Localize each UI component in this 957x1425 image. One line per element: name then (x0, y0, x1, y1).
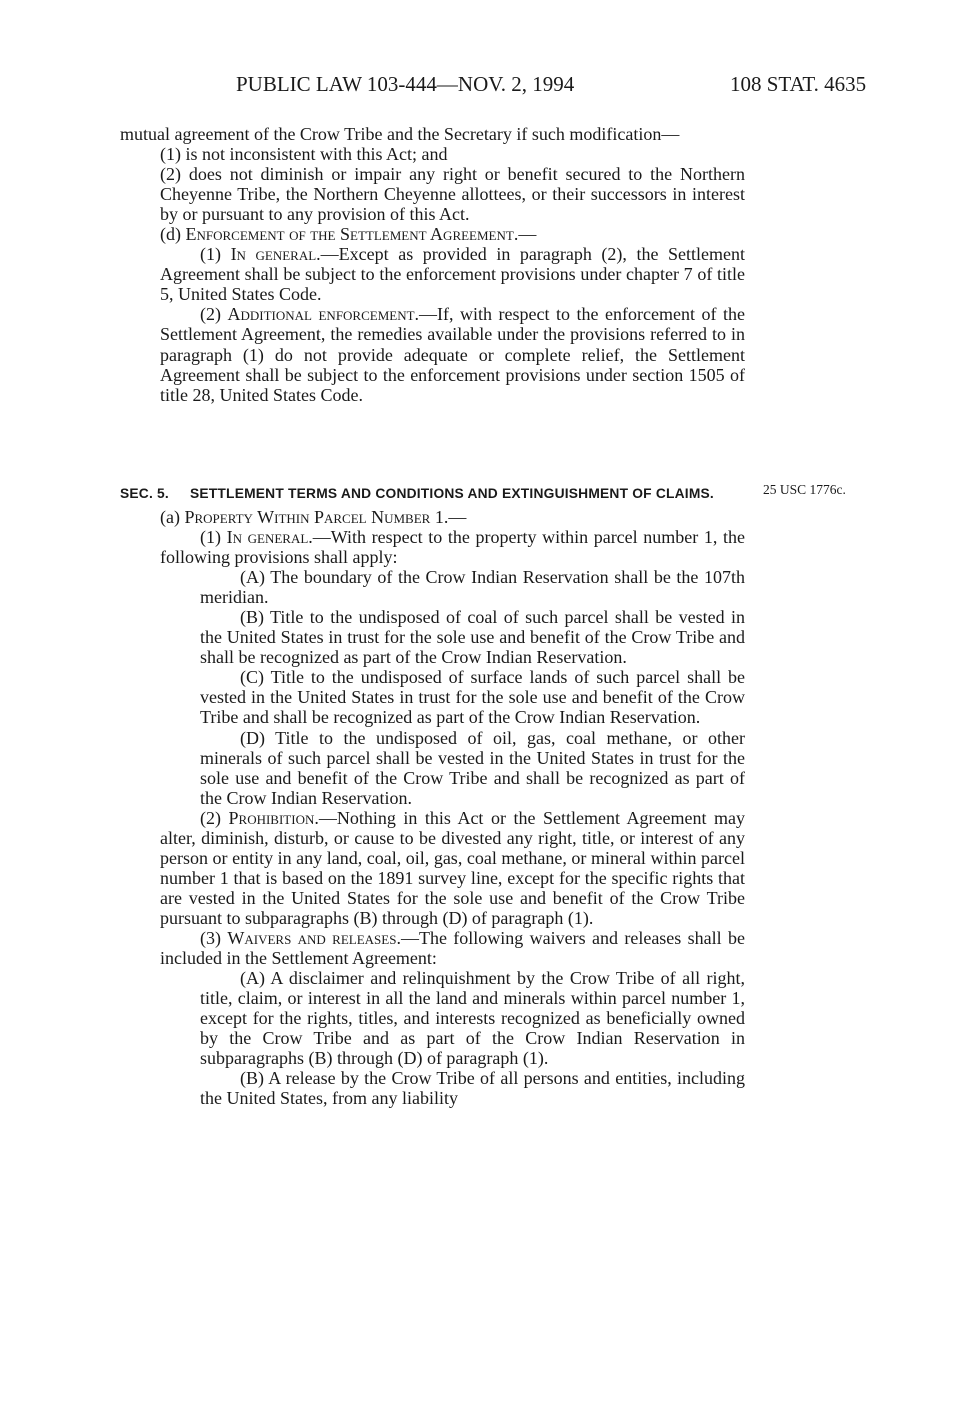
section-5-heading: SEC. 5. SETTLEMENT TERMS AND CONDITIONS AND EXTINGUISHMENT OF CLAIMS. (120, 486, 714, 501)
subsection-a-heading: (a) Property Within Parcel Number 1.— (160, 507, 467, 527)
running-header: PUBLIC LAW 103-444—NOV. 2, 1994 (236, 72, 575, 96)
clause-2: (2) does not diminish or impair any right or benefit secured to the Northern Cheyenne Tribe, the Northern Cheyenne allottees, or their successors in interest by or pursuant to any provision of this Act. (160, 164, 745, 225)
subsection-d-paragraph-1: (1) In general.—Except as provided in paragraph (2), the Settlement Agreement shall be subject to the enforcement provisions under chapter 7 of title 5, United States Code. (160, 244, 745, 305)
subparagraph-D: (D) Title to the undisposed of oil, gas, coal methane, or other minerals of such parcel shall be vested in the United States in trust for the sole use and benefit of the Crow Tribe and shall be recognized as part of the Crow Indian Reservation. (200, 727, 745, 808)
continuation-paragraph: mutual agreement of the Crow Tribe and the Secretary if such modification— (120, 124, 680, 144)
waiver-subparagraph-B: (B) A release by the Crow Tribe of all persons and entities, including the United States, from any liability (200, 1068, 745, 1109)
subparagraph-B: (B) Title to the undisposed of coal of such parcel shall be vested in the United States in trust for the sole use and benefit of the Crow Tribe and shall be recognized as part of the Crow Indian Reservation. (200, 607, 745, 668)
waiver-subparagraph-A: (A) A disclaimer and relinquishment by the Crow Tribe of all right, title, claim, or interest in all the land and minerals within parcel number 1, except for the rights, titles, and interests recognized as beneficially owned by the Crow Tribe and as part of the Crow Indian Reservation in subparagraphs (B) through (D) of paragraph (1). (200, 968, 745, 1069)
clause-1: (1) is not inconsistent with this Act; and (160, 144, 448, 165)
subparagraph-A: (A) The boundary of the Crow Indian Reservation shall be the 107th meridian. (200, 567, 745, 608)
subsection-a-paragraph-2: (2) Prohibition.—Nothing in this Act or the Settlement Agreement may alter, diminish, disturb, or cause to be divested any right, title, or interest of any person or entity in any land, coal, oil, gas, coal methane, or mineral within parcel number 1 that is based on the 1891 survey line, except for the specific rights that are vested in the United States for the sole use and benefit of the Crow Tribe pursuant to subparagraphs (B) through (D) of paragraph (1). (160, 807, 745, 928)
subsection-d-heading: (d) Enforcement of the Settlement Agreement.— (160, 224, 537, 245)
top-text-block (120, 124, 745, 405)
subsection-d-paragraph-2: (2) Additional enforcement.—If, with respect to the enforcement of the Settlement Agreement, the remedies available under the provisions referred to in paragraph (1) do not provide adequate or complete relief, the Settlement Agreement shall be subject to the enforcement provisions under section 1505 of title 28, United States Code. (160, 304, 745, 405)
page-citation: 108 STAT. 4635 (730, 72, 867, 96)
subparagraph-C: (C) Title to the undisposed of surface lands of such parcel shall be vested in the United States in trust for the sole use and benefit of the Crow Tribe and shall be recognized as part of the Crow Indian Reservation. (200, 667, 745, 728)
section-5-block (120, 484, 745, 1108)
subsection-a-paragraph-3: (3) Waivers and releases.—The following waivers and releases shall be included in the Settlement Agreement: (160, 927, 745, 969)
subsection-a-paragraph-1: (1) In general.—With respect to the property within parcel number 1, the following provisions shall apply: (160, 527, 745, 568)
usc-margin-note: 25 USC 1776c. (763, 482, 846, 497)
